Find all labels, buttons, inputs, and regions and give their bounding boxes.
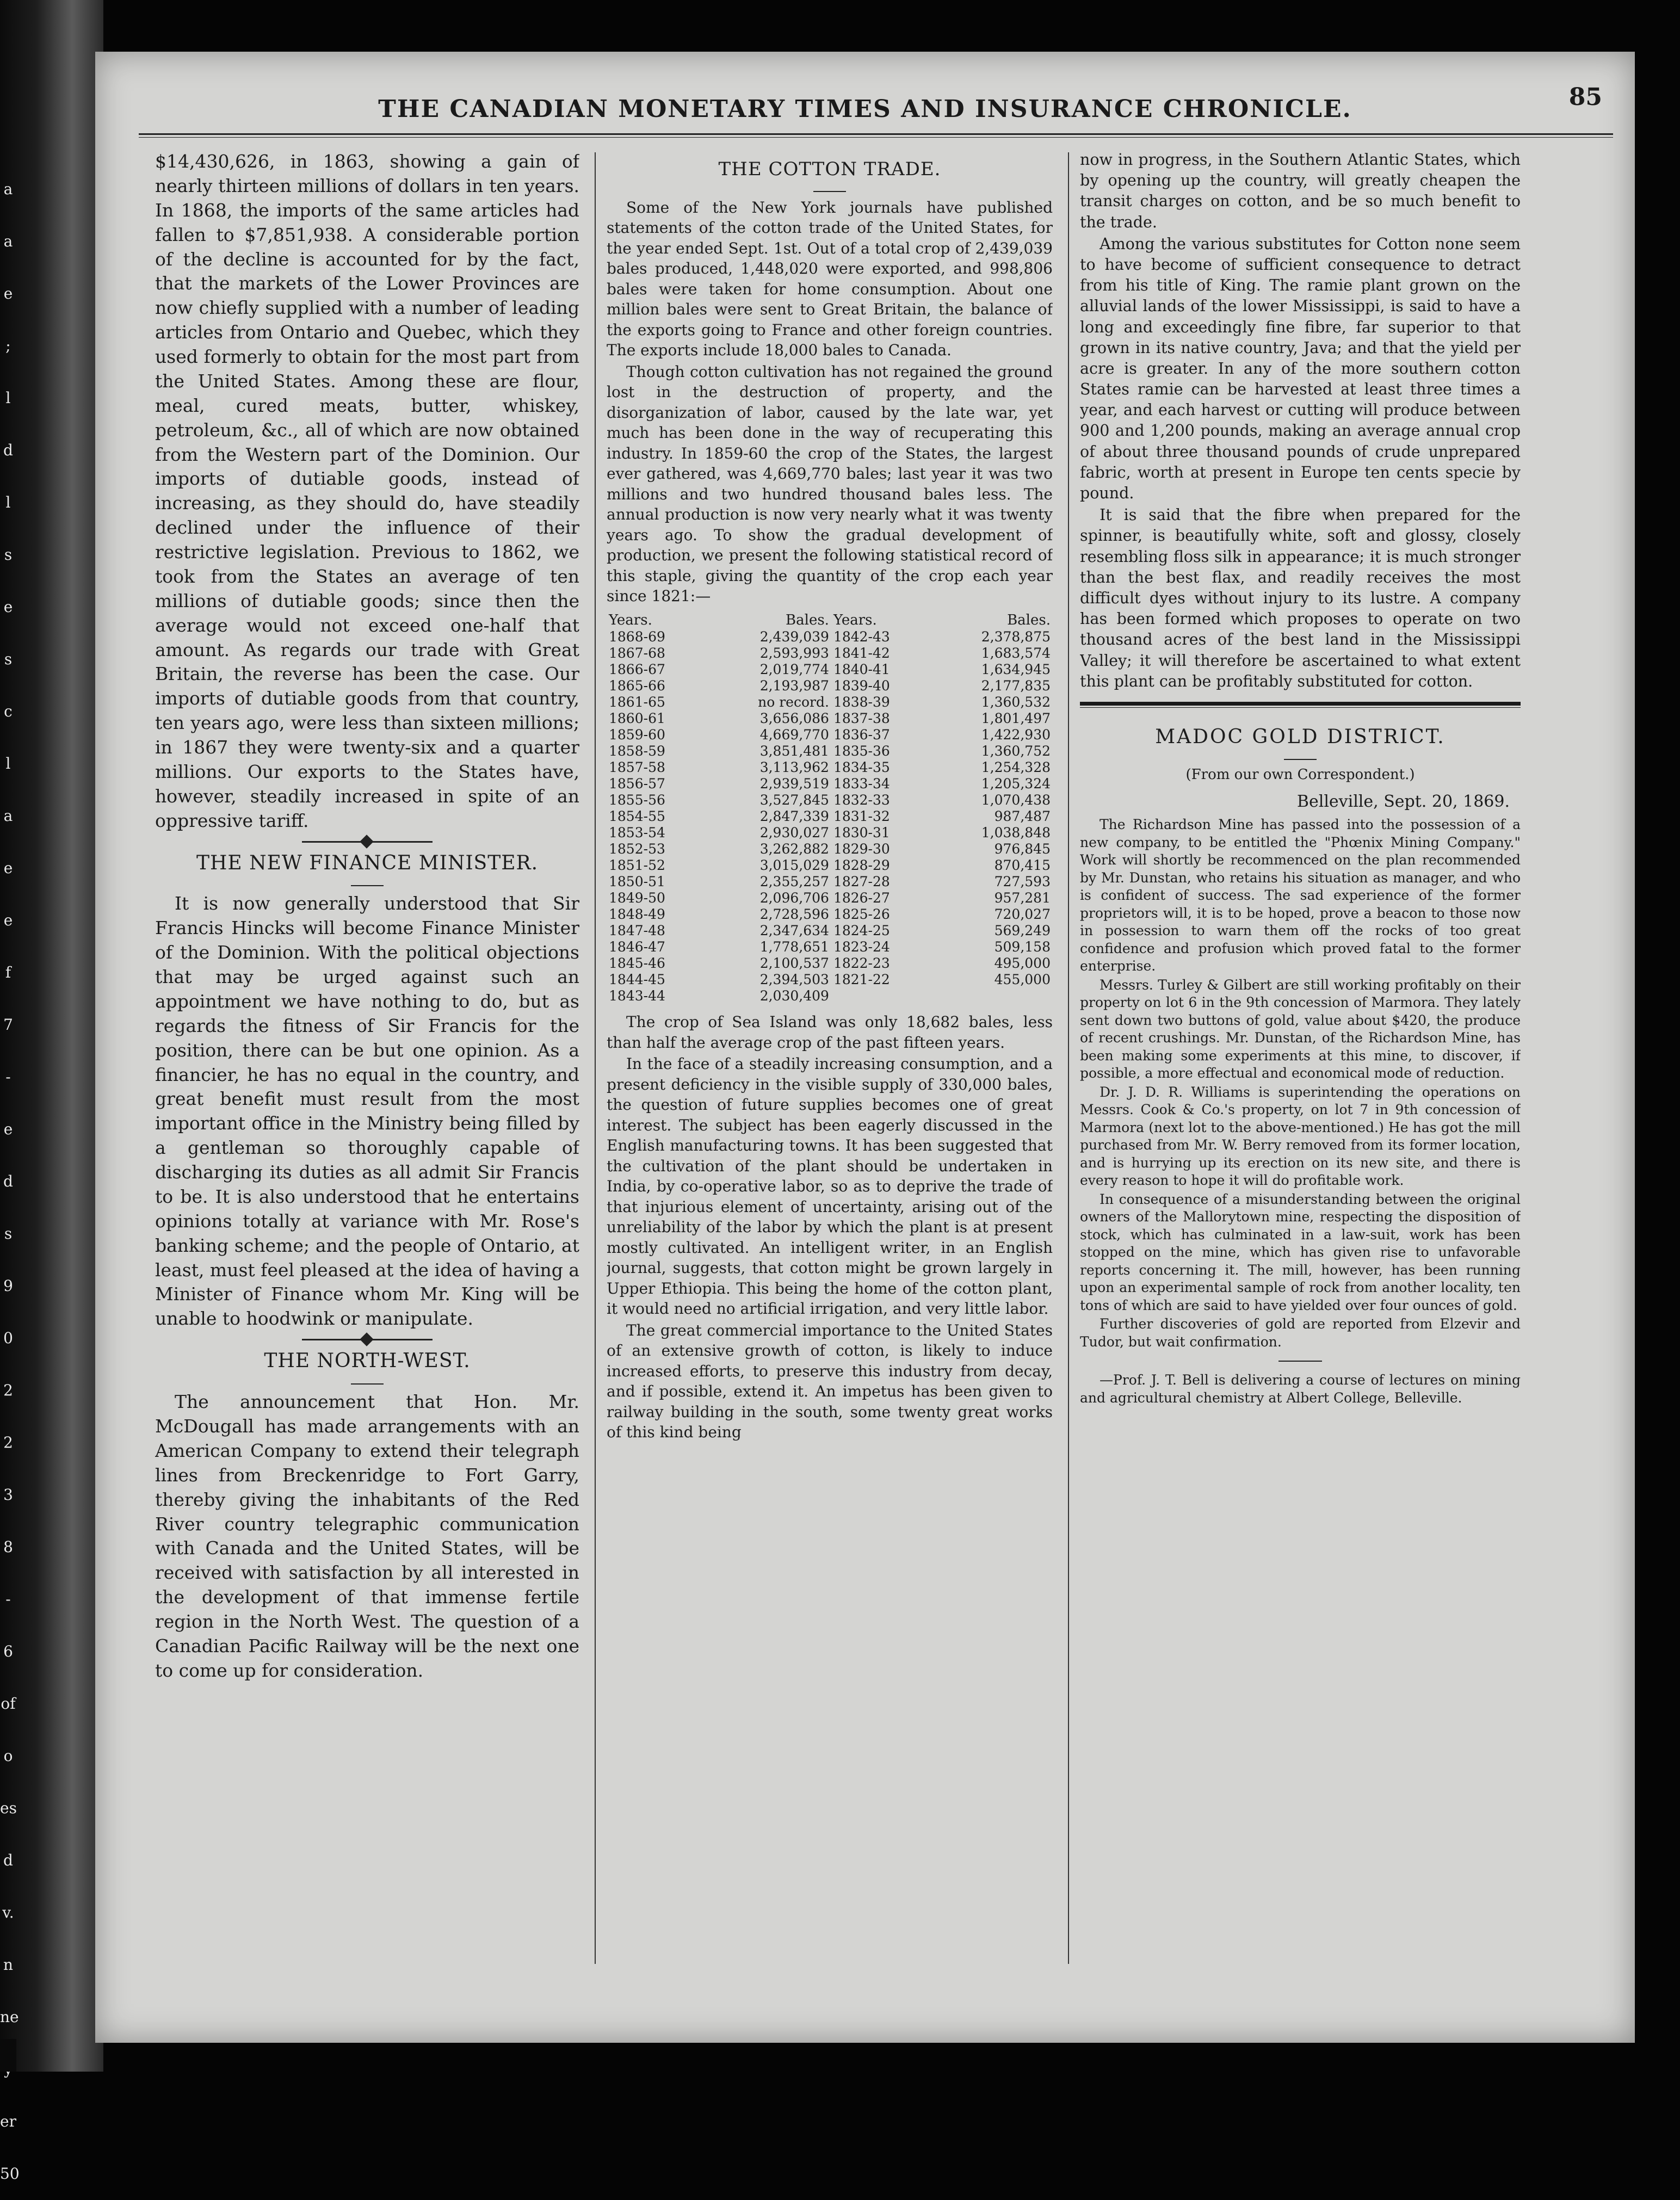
gutter-letter: v. <box>2 1904 14 1921</box>
bales-cell: 1,360,752 <box>981 743 1051 759</box>
gutter-letter: ne <box>0 2008 19 2026</box>
headline-rule <box>1284 759 1317 760</box>
year-cell: 1836-37 <box>833 727 890 743</box>
year-cell: 1831-32 <box>833 808 890 825</box>
table-row <box>607 988 1053 1004</box>
year-cell: 1845-46 <box>609 955 665 972</box>
bales-cell: 3,851,481 <box>759 743 829 759</box>
page-number: 85 <box>1568 83 1602 111</box>
year-cell: 1833-34 <box>833 776 890 792</box>
dateline: Belleville, Sept. 20, 1869. <box>1296 792 1510 811</box>
cotton-continued-paragraph: Among the various substitutes for Cotton none seem to have become of sufficient consequence to detract from his title of King. The ramie plant grown on the alluvial lands of the lower Mississippi, is said to have a long and exceedingly fine fibre, far superior to that grown in its native country, Java; and that the yield per acre is greater. In any of the more southern cotton States ramie can be harvested at least three times a year, and each harvest or cutting will produce between 900 and 1,200 pounds, making an average annual crop of about three thousand pounds of crude unprepared fabric, worth at present in Europe ten cents specie by pound. <box>1080 234 1521 502</box>
masthead-rule <box>139 133 1613 138</box>
final-note: —Prof. J. T. Bell is delivering a course of lectures on mining and agricultural chemistry at Albert College, Belleville. <box>1080 1372 1521 1406</box>
year-cell: 1851-52 <box>609 857 665 874</box>
year-cell: 1868-69 <box>609 629 665 645</box>
year-cell: 1830-31 <box>833 825 890 841</box>
column-divider-2 <box>1068 152 1069 1964</box>
finance-minister-headline: THE NEW FINANCE MINISTER. <box>196 851 539 874</box>
table-row <box>607 776 1053 792</box>
year-cell: 1839-40 <box>833 678 890 694</box>
bales-header: Bales. <box>786 611 829 628</box>
table-row <box>607 629 1053 645</box>
gutter-letter: a <box>3 180 13 198</box>
year-cell: 1857-58 <box>609 759 665 776</box>
bales-cell: 2,019,774 <box>759 662 829 678</box>
gutter-letter: f <box>5 963 11 981</box>
table-row <box>607 923 1053 939</box>
table-row <box>607 759 1053 776</box>
bales-cell: 3,527,845 <box>759 792 829 808</box>
table-row <box>607 662 1053 678</box>
bales-cell: 2,847,339 <box>759 808 829 825</box>
headline-rule <box>813 191 846 192</box>
madoc-paragraph: The Richardson Mine has passed into the possession of a new company, to be entitled the "Phœnix Mining Company." Work will shortly be recommenced on the plan recommended by Mr. Dunstan, who retains his situation as manager, and who is confident of success. The sad experience of the former proprietors will, it is to be hoped, prove a beacon to those now in possession to warn them off the rocks of too great confidence and profusion which proved fatal to the former enterprise. <box>1080 817 1521 974</box>
year-cell: 1842-43 <box>833 629 890 645</box>
gutter-letter: e <box>3 1120 13 1138</box>
table-row <box>607 727 1053 743</box>
column-2 <box>607 150 1053 1999</box>
bales-cell: 1,634,945 <box>981 662 1051 678</box>
gutter-letter: l <box>5 493 11 511</box>
year-cell: 1821-22 <box>833 972 890 988</box>
year-cell: 1823-24 <box>833 939 890 955</box>
cotton-table-body <box>607 629 1053 1004</box>
cotton-crop-table <box>607 612 1053 1004</box>
table-row <box>607 710 1053 727</box>
gutter-letter: e <box>3 598 13 616</box>
table-row <box>607 906 1053 923</box>
year-cell: 1859-60 <box>609 727 665 743</box>
gutter-letter: n <box>3 1956 14 1974</box>
gutter-letter: l <box>5 389 11 407</box>
bales-cell: 455,000 <box>994 972 1051 988</box>
bales-cell: 870,415 <box>994 857 1051 874</box>
table-row <box>607 694 1053 710</box>
gutter-letter: er <box>0 2112 16 2130</box>
gutter-letter: l <box>5 755 11 773</box>
year-cell: 1841-42 <box>833 645 890 662</box>
year-cell: 1837-38 <box>833 710 890 727</box>
gutter-letter: a <box>3 232 13 250</box>
cotton-paragraph: In the face of a steadily increasing consumption, and a present deficiency in the visible supply of 330,000 bales, the question of future supplies becomes one of great interest. The subject has been eagerly discussed in the English manufacturing towns. It has been suggested that the cultivation of the plant should be undertaken in India, by co-operative labor, so as to deprive the trade of that injurious element of uncertainty, arising out of the unreliability of the labor by which the plant is at present mostly cultivated. An intelligent writer, in an English journal, suggests, that cotton might be grown largely in Upper Ethiopia. This being the home of the cotton plant, it would need no artificial irrigation, and very little labor. <box>607 1055 1053 1318</box>
year-cell: 1850-51 <box>609 874 665 890</box>
cotton-trade-headline: THE COTTON TRADE. <box>718 158 941 180</box>
bales-cell: 720,027 <box>994 906 1051 923</box>
gutter-letter: a <box>3 807 13 825</box>
bales-cell: 1,360,532 <box>981 694 1051 710</box>
year-cell: 1844-45 <box>609 972 665 988</box>
madoc-paragraph: Further discoveries of gold are reported from Elzevir and Tudor, but wait confirmation. <box>1080 1316 1521 1350</box>
headline-rule <box>351 1383 384 1385</box>
year-cell: 1846-47 <box>609 939 665 955</box>
gutter-letter: s <box>4 1225 13 1243</box>
gutter-letter: s <box>4 546 13 564</box>
gutter-letter: - <box>5 1590 11 1608</box>
gutter-letter: e <box>3 285 13 302</box>
gutter-letter: e <box>3 911 13 929</box>
bales-cell: 727,593 <box>994 874 1051 890</box>
gutter-letter: ; <box>5 337 11 355</box>
bales-cell: 509,158 <box>994 939 1051 955</box>
bales-cell: 495,000 <box>994 955 1051 972</box>
year-cell: 1822-23 <box>833 955 890 972</box>
gutter-letter: - <box>5 1068 11 1086</box>
bales-cell: 1,070,438 <box>981 792 1051 808</box>
bales-cell: 1,254,328 <box>981 759 1051 776</box>
gutter-letter: c <box>4 702 13 720</box>
years-header: Years. <box>609 611 652 628</box>
bales-cell: 2,930,027 <box>759 825 829 841</box>
bales-cell <box>931 988 1053 1004</box>
year-cell: 1834-35 <box>833 759 890 776</box>
bales-cell: 2,728,596 <box>759 906 829 923</box>
gutter-letter: d <box>3 441 13 459</box>
correspondent-credit: (From our own Correspondent.) <box>1185 767 1415 783</box>
gutter-letter: 8 <box>3 1538 13 1556</box>
year-cell: 1829-30 <box>833 841 890 857</box>
bales-cell: 2,394,503 <box>759 972 829 988</box>
bales-cell: 2,355,257 <box>759 874 829 890</box>
year-cell: 1856-57 <box>609 776 665 792</box>
year-cell: 1852-53 <box>609 841 665 857</box>
year-cell: 1840-41 <box>833 662 890 678</box>
gutter-letter: 2 <box>3 1381 13 1399</box>
bales-cell: 2,096,706 <box>759 890 829 906</box>
masthead <box>95 95 1635 150</box>
bales-cell: 2,100,537 <box>759 955 829 972</box>
table-row <box>607 874 1053 890</box>
section-ornament <box>302 841 433 843</box>
gutter-cutoff-letters <box>0 163 20 2200</box>
cotton-paragraph: Some of the New York journals have published statements of the cotton trade of the United States, for the year ended Sept. 1st. Out of a total crop of 2,439,039 bales produced, 1,448,020 were exported, and 998,806 bales were taken for home consumption. About one million bales were sent to Great Britain, the balance of the exports going to France and other foreign countries. The exports include 18,000 bales to Canada. <box>607 198 1053 360</box>
bales-cell: 1,683,574 <box>981 645 1051 662</box>
column-3 <box>1080 150 1521 1999</box>
year-cell: 1835-36 <box>833 743 890 759</box>
headline-rule <box>351 885 384 886</box>
scan-edge-mark <box>0 2039 16 2072</box>
bales-cell: 3,113,962 <box>759 759 829 776</box>
bales-cell: 3,262,882 <box>759 841 829 857</box>
section-thick-rule <box>1080 702 1521 708</box>
bales-cell: 1,038,848 <box>981 825 1051 841</box>
year-cell: 1867-68 <box>609 645 665 662</box>
table-row <box>607 825 1053 841</box>
bales-header: Bales. <box>1007 611 1051 628</box>
cotton-paragraph: Though cotton cultivation has not regained the ground lost in the destruction of property, and the disorganization of labor, caused by the late war, yet much has been done in the way of recuperating this industry. In 1859-60 the crop of the States, the largest ever gathered, was 4,669,770 bales; last year it was two millions and two hundred thousand bales less. The annual production is now very nearly what it was twenty years ago. To show the gradual development of production, we present the following statistical record of this staple, giving the quantity of the crop each year since 1821:— <box>607 362 1053 605</box>
bales-cell: 2,193,987 <box>759 678 829 694</box>
madoc-gold-headline: MADOC GOLD DISTRICT. <box>1155 725 1446 748</box>
year-cell: 1826-27 <box>833 890 890 906</box>
bales-cell: 976,845 <box>994 841 1051 857</box>
bales-cell: 3,656,086 <box>759 710 829 727</box>
year-cell: 1866-67 <box>609 662 665 678</box>
year-cell: 1824-25 <box>833 923 890 939</box>
bales-cell: 2,177,835 <box>981 678 1051 694</box>
table-row <box>607 678 1053 694</box>
madoc-paragraph: Dr. J. D. R. Williams is superintending the operations on Messrs. Cook & Co.'s property, on lot 7 in 9th concession of Marmora (next lot to the above-mentioned.) He has got the mill purchased from Mr. W. Berry removed from its former location, and is hurrying up its erection on its new site, and there is every reason to hope it will do profitable work. <box>1080 1084 1521 1189</box>
year-cell: 1849-50 <box>609 890 665 906</box>
north-west-paragraph: The announcement that Hon. Mr. McDougall has made arrangements with an American Company to extend their telegraph lines from Breckenridge to Fort Garry, thereby giving the inhabitants of the Red River country telegraphic communication with Canada and the United States, will be received with satisfaction by all interested in the development of that immense fertile region in the North West. The question of a Canadian Pacific Railway will be the next one to come up for consideration. <box>155 1391 579 1681</box>
bales-cell: 2,939,519 <box>759 776 829 792</box>
year-cell: 1865-66 <box>609 678 665 694</box>
year-cell: 1854-55 <box>609 808 665 825</box>
table-row <box>607 808 1053 825</box>
table-row <box>607 792 1053 808</box>
year-cell: 1861-65 <box>609 694 665 710</box>
bales-cell: no record. <box>758 694 829 710</box>
section-ornament <box>302 1339 433 1340</box>
cotton-continued-paragraph: now in progress, in the Southern Atlantic States, which by opening up the country, will greatly cheapen the transit charges on cotton, and be so much benefit to the trade. <box>1080 151 1521 231</box>
years-header: Years. <box>833 611 877 628</box>
table-row <box>607 890 1053 906</box>
masthead-title: THE CANADIAN MONETARY TIMES AND INSURANCE CHRONICLE. <box>378 95 1352 123</box>
year-cell: 1855-56 <box>609 792 665 808</box>
north-west-headline: THE NORTH-WEST. <box>264 1350 471 1373</box>
year-cell: 1828-29 <box>833 857 890 874</box>
cotton-paragraph: The great commercial importance to the United States of an extensive growth of cotton, is likely to induce increased efforts, to preserve this industry from decay, and if possible, extend it. An impetus has been given to railway building in the south, some twenty great works of this kind being <box>607 1321 1053 1442</box>
trade-article-continued: $14,430,626, in 1863, showing a gain of nearly thirteen millions of dollars in ten years. In 1868, the imports of the same articles had fallen to $7,851,938. A considerable portion of the decline is accounted for by the fact, that the markets of the Lower Provinces are now chiefly supplied with a number of leading articles from Ontario and Quebec, which they used formerly to obtain for the most part from the United States. Among these are flour, meal, cured meats, butter, whiskey, petroleum, &c., all of which are now obtained from the Western part of the Dominion. Our imports of dutiable goods, instead of increasing, as they should do, have steadily declined under the influence of their restrictive legislation. Previous to 1862, we took from the States an average of ten millions of dutiable goods; since then the average would not exceed one-half that amount. As regards our trade with Great Britain, the reverse has been the case. Our imports of dutiable goods from that country, ten years ago, were less than sixteen millions; in 1867 they were twenty-six and a quarter millions. Our exports to the States have, however, steadily increased in spite of an oppressive tariff. <box>155 151 579 831</box>
note-rule <box>1278 1361 1322 1362</box>
madoc-paragraph: In consequence of a misunderstanding between the original owners of the Mallorytown mine, respecting the disposition of stock, which has culminated in a law-suit, work has been stopped on the mine, which has given rise to unfavorable reports concerning it. The mill, however, has been running upon an experimental sample of rock from another locality, ten tons of which are said to have yielded over four ounces of gold. <box>1080 1191 1521 1313</box>
newspaper-page <box>95 52 1635 2043</box>
year-cell: 1827-28 <box>833 874 890 890</box>
gutter-letter: 50 <box>0 2165 20 2183</box>
bales-cell: 1,422,930 <box>981 727 1051 743</box>
table-row <box>607 743 1053 759</box>
cotton-continued-paragraph: It is said that the fibre when prepared for the spinner, is beautifully white, soft and glossy, closely resembling floss silk in appearance; it is much stronger than the best flax, and readily receives the most difficult dyes without injury to its lustre. A company has been formed which proposes to operate on two thousand acres of the best land in the Mississippi Valley; it will therefore be ascertained to what extent this plant can be profitably substituted for cotton. <box>1080 506 1521 690</box>
bales-cell: 569,249 <box>994 923 1051 939</box>
bales-cell: 2,030,409 <box>759 988 829 1004</box>
gutter-letter: e <box>3 859 13 877</box>
gutter-letter: of <box>1 1695 16 1713</box>
bales-cell: 1,205,324 <box>981 776 1051 792</box>
finance-minister-paragraph: It is now generally understood that Sir Francis Hincks will become Finance Minister of the Dominion. With the political objections that may be urged against such an appointment we have nothing to do, but as regards the fitness of Sir Francis for the position, there can be but one opinion. As a financier, he has no equal in the country, and great benefit must result from the most important office in the Ministry being filled by a gentleman so thoroughly capable of discharging its duties as all admit Sir Francis to be. It is also understood that he entertains opinions totally at variance with Mr. Rose's banking scheme; and the people of Ontario, at least, must feel pleased at the idea of having a Minister of Finance whom Mr. King will be unable to hoodwink or manipulate. <box>155 893 579 1330</box>
year-cell: 1853-54 <box>609 825 665 841</box>
gutter-letter: 9 <box>3 1277 13 1295</box>
gutter-letter: s <box>4 650 13 668</box>
gutter-letter: o <box>3 1747 13 1765</box>
bales-cell: 3,015,029 <box>759 857 829 874</box>
table-row <box>607 955 1053 972</box>
year-cell: 1832-33 <box>833 792 890 808</box>
table-row <box>607 939 1053 955</box>
year-cell: 1858-59 <box>609 743 665 759</box>
bales-cell: 2,347,634 <box>759 923 829 939</box>
gutter-letter: 0 <box>3 1329 13 1347</box>
bales-cell: 957,281 <box>994 890 1051 906</box>
gutter-letter: 7 <box>3 1016 13 1034</box>
year-cell <box>831 988 931 1004</box>
bales-cell: 1,778,651 <box>759 939 829 955</box>
gutter-letter: 2 <box>3 1433 13 1451</box>
column-1 <box>155 150 579 1999</box>
table-row <box>607 645 1053 662</box>
gutter-letter: 3 <box>3 1486 13 1504</box>
year-cell: 1860-61 <box>609 710 665 727</box>
gutter-letter: d <box>3 1851 13 1869</box>
column-divider-1 <box>595 152 596 1964</box>
bales-cell: 2,378,875 <box>981 629 1051 645</box>
gutter-letter: d <box>3 1172 13 1190</box>
year-cell: 1848-49 <box>609 906 665 923</box>
year-cell: 1838-39 <box>833 694 890 710</box>
table-header-row <box>607 612 1053 629</box>
bales-cell: 2,439,039 <box>759 629 829 645</box>
gutter-letter: 6 <box>3 1642 13 1660</box>
table-row <box>607 841 1053 857</box>
year-cell: 1847-48 <box>609 923 665 939</box>
year-cell: 1843-44 <box>609 988 665 1004</box>
bales-cell: 2,593,993 <box>759 645 829 662</box>
madoc-paragraph: Messrs. Turley & Gilbert are still working profitably on their property on lot 6 in the 9th concession of Marmora. They lately sent down two buttons of gold, value about $420, the produce of recent crushings. Mr. Dunstan, of the Richardson Mine, has been making some experiments at this mine, to discover, if possible, a more effectual and economical mode of reduction. <box>1080 977 1521 1082</box>
table-row <box>607 857 1053 874</box>
gutter-letter: es <box>0 1799 17 1817</box>
cotton-paragraph: The crop of Sea Island was only 18,682 bales, less than half the average crop of the past fifteen years. <box>607 1013 1053 1052</box>
bales-cell: 1,801,497 <box>981 710 1051 727</box>
bales-cell: 4,669,770 <box>759 727 829 743</box>
year-cell: 1825-26 <box>833 906 890 923</box>
book-gutter <box>0 0 103 2183</box>
table-row <box>607 972 1053 988</box>
bales-cell: 987,487 <box>994 808 1051 825</box>
